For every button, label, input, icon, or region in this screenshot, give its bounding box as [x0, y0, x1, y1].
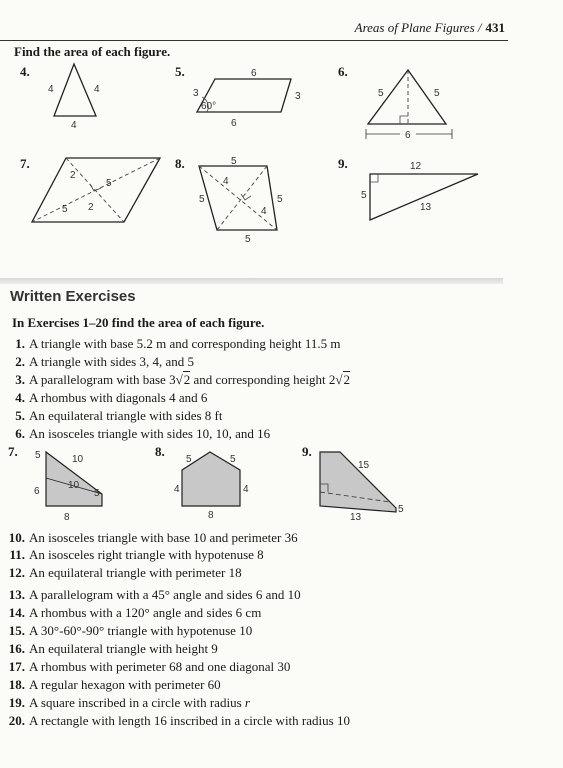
- exercise-number: 13.: [8, 587, 25, 602]
- side-label: 5: [434, 88, 440, 99]
- figure-8-figure: [172, 446, 272, 526]
- exercise-item: [3, 336, 340, 352]
- segment-label: 2: [70, 170, 76, 181]
- exercise-text: A triangle with sides 3, 4, and 5: [29, 354, 195, 369]
- problem-9-figure: [358, 158, 488, 228]
- segment-label: 4: [223, 176, 229, 187]
- figure-9-number: 9.: [302, 444, 312, 459]
- side-label: 6: [231, 118, 237, 129]
- page-number: 431: [485, 20, 505, 35]
- side-label: 13: [420, 202, 432, 213]
- side-label: 15: [358, 460, 370, 471]
- exercise-text: A parallelogram with a 45° angle and sides 6 and 10: [29, 587, 301, 602]
- problem-7-number: 7.: [20, 156, 30, 171]
- side-label: 5: [35, 450, 41, 461]
- exercise-number: 15.: [8, 623, 25, 638]
- exercise-number: 4.: [15, 390, 25, 405]
- radicand: 2: [183, 372, 191, 387]
- exercise-text: An isosceles right triangle with hypotenuse 8: [29, 547, 264, 562]
- section-title: Written Exercises: [10, 288, 136, 305]
- problem-8-number: 8.: [175, 156, 185, 171]
- problem-4-number: 4.: [20, 64, 30, 79]
- exercise-text: A square inscribed in a circle with radius: [29, 695, 245, 710]
- side-label: 5: [378, 88, 384, 99]
- exercise-item: [3, 713, 350, 729]
- exercise-number: 20.: [8, 713, 25, 728]
- exercise-number: 1.: [15, 336, 25, 351]
- segment-label: 2: [88, 202, 94, 213]
- side-label: 8: [64, 512, 70, 523]
- classroom-instruction: Find the area of each figure.: [14, 44, 171, 59]
- side-label: 6: [251, 68, 257, 79]
- right-angle-mark: [400, 116, 408, 124]
- exercise-text: An isosceles triangle with sides 10, 10, and 16: [29, 426, 271, 441]
- header-rule: [0, 40, 508, 41]
- variable-r: r: [244, 695, 250, 710]
- section-band: [0, 278, 503, 284]
- side-label: 13: [350, 512, 362, 523]
- side-label: 5: [231, 156, 237, 167]
- exercise-item: [3, 587, 301, 603]
- right-angle-mark: [241, 194, 251, 200]
- triangle-shape: [54, 64, 96, 116]
- exercise-item: [3, 390, 207, 406]
- exercise-item: [3, 547, 264, 563]
- segment-label: 10: [68, 480, 80, 491]
- exercise-item: [3, 408, 223, 424]
- problem-5-number: 5.: [175, 64, 185, 79]
- exercise-item: 3. A parallelogram with base 3√2 and corresponding height 2√2: [3, 372, 350, 388]
- exercise-text: A triangle with base 5.2 m and corresponding height 11.5 m: [29, 336, 341, 351]
- exercise-text: An isosceles triangle with base 10 and perimeter 36: [29, 530, 298, 545]
- exercise-item: [3, 565, 242, 581]
- figure-7-figure: [28, 446, 148, 526]
- exercise-item: [3, 677, 221, 693]
- side-label: 4: [48, 84, 54, 95]
- exercise-text: A 30°-60°-90° triangle with hypotenuse 10: [29, 623, 253, 638]
- exercise-number: 12.: [8, 565, 25, 580]
- exercise-number: 17.: [8, 659, 25, 674]
- exercise-text: A rhombus with a 120° angle and sides 6 cm: [29, 605, 262, 620]
- exercise-text: A rhombus with diagonals 4 and 6: [29, 390, 208, 405]
- side-label: 5: [186, 454, 192, 465]
- side-label: 10: [72, 454, 84, 465]
- exercise-number: 16.: [8, 641, 25, 656]
- figure-7-number: 7.: [8, 444, 18, 459]
- diagonal-line: [199, 166, 277, 230]
- problem-4-figure: [40, 58, 120, 131]
- side-label: 3: [295, 91, 301, 102]
- radicand: 2: [343, 372, 350, 387]
- segment-label: 5: [106, 178, 112, 189]
- side-label: 6: [34, 486, 40, 497]
- exercise-item: [3, 426, 270, 442]
- exercise-text: An equilateral triangle with height 9: [29, 641, 218, 656]
- problem-7-figure: [30, 152, 180, 232]
- side-label: 5: [361, 190, 367, 201]
- side-label: 4: [243, 484, 249, 495]
- exercise-item: [3, 641, 218, 657]
- right-angle-mark: [90, 184, 101, 191]
- exercise-number: 3.: [15, 372, 25, 387]
- exercise-item: [3, 623, 252, 639]
- base-label: 6: [405, 130, 411, 141]
- exercise-text: A regular hexagon with perimeter 60: [29, 677, 221, 692]
- exercise-item: [3, 354, 194, 370]
- problem-6-figure: [358, 62, 468, 142]
- exercise-text: An equilateral triangle with sides 8 ft: [29, 408, 223, 423]
- exercise-item: [3, 659, 290, 675]
- exercise-text: and corresponding height 2: [190, 372, 336, 387]
- exercise-number: 10.: [8, 530, 25, 545]
- exercise-text: A rectangle with length 16 inscribed in a circle with radius 10: [29, 713, 350, 728]
- running-head: [355, 20, 505, 36]
- side-label: 8: [208, 510, 214, 521]
- side-label: 12: [410, 161, 422, 172]
- side-label: 4: [174, 484, 180, 495]
- figure-8-number: 8.: [155, 444, 165, 459]
- exercise-number: 11.: [9, 547, 25, 562]
- exercise-number: 14.: [8, 605, 25, 620]
- exercise-number: 5.: [15, 408, 25, 423]
- segment-label: 5: [62, 204, 68, 215]
- side-label: 5: [94, 488, 100, 499]
- side-label: 5: [277, 194, 283, 205]
- written-instruction: In Exercises 1–20 find the area of each figure.: [12, 315, 265, 330]
- side-label: 5: [398, 504, 404, 515]
- exercise-number: 6.: [15, 426, 25, 441]
- problem-5-figure: [185, 64, 325, 134]
- segment-label: 4: [261, 206, 267, 217]
- side-label: 5: [230, 454, 236, 465]
- angle-label: 60°: [201, 101, 217, 112]
- right-angle-mark: [370, 174, 378, 182]
- exercise-item: [3, 695, 250, 711]
- side-label: 5: [199, 194, 205, 205]
- exercise-text: An equilateral triangle with perimeter 18: [29, 565, 242, 580]
- exercise-text: A rhombus with perimeter 68 and one diagonal 30: [29, 659, 291, 674]
- chapter-title: Areas of Plane Figures /: [354, 20, 482, 35]
- exercise-number: 2.: [15, 354, 25, 369]
- figure-9-figure: [318, 446, 428, 526]
- problem-9-number: 9.: [338, 156, 348, 171]
- side-label: 4: [94, 84, 100, 95]
- exercise-item: [3, 530, 298, 546]
- exercise-item: [3, 605, 261, 621]
- exercise-number: 18.: [8, 677, 25, 692]
- side-label: 4: [71, 120, 77, 131]
- exercise-text: A parallelogram with base 3: [29, 372, 176, 387]
- side-label: 3: [193, 88, 199, 99]
- side-label: 5: [245, 234, 251, 245]
- triangle-shape: [370, 174, 478, 220]
- exercise-number: 19.: [8, 695, 25, 710]
- problem-6-number: 6.: [338, 64, 348, 79]
- problem-8-figure: [195, 152, 305, 245]
